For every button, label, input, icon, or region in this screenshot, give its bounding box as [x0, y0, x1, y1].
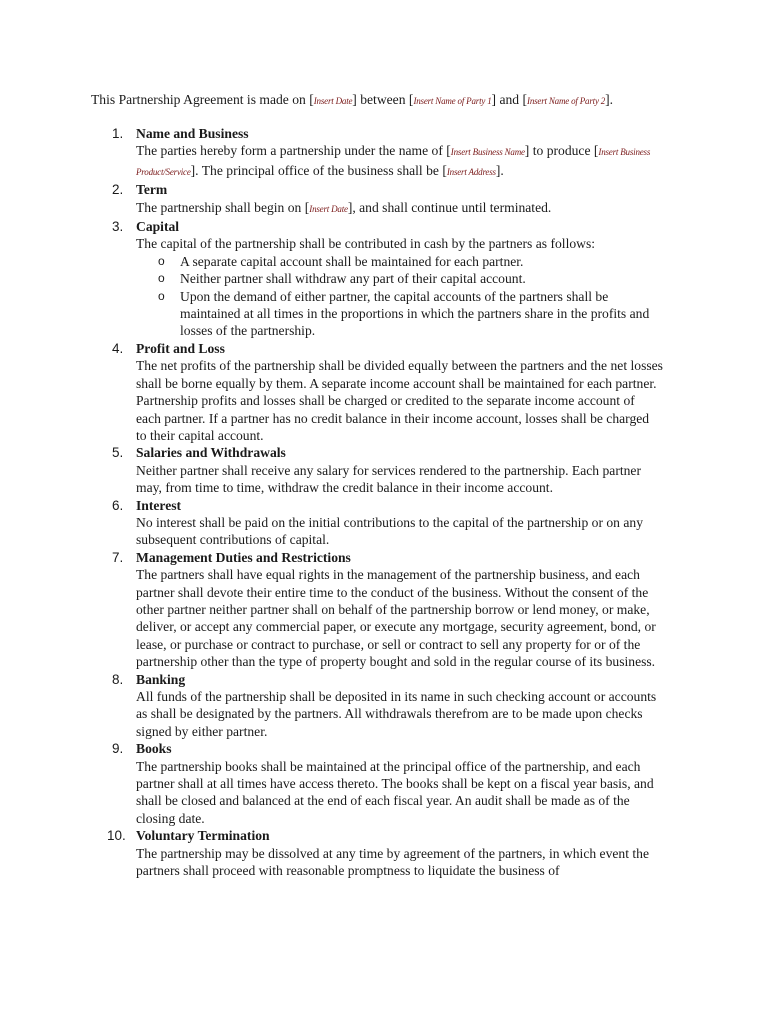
section-name-and-business: [0, 125, 663, 181]
section-body: All funds of the partnership shall be deposited in its name in such checking account or accounts as shall be designated by the partners. All withdrawals therefrom are to be made upon checks signed by either partner.: [136, 689, 657, 739]
section-term: [0, 181, 663, 218]
section-number: 9.: [112, 741, 124, 757]
section-text: ]. The principal office of the business shall be [: [190, 162, 447, 178]
section-heading: Books: [136, 741, 172, 757]
section-body: The partnership may be dissolved at any time by agreement of the partners, in which event the partners shall proceed with reasonable promptness to liquidate the business of: [136, 845, 649, 879]
section-books: [0, 740, 663, 827]
section-number: 3.: [112, 219, 124, 235]
placeholder-business-product: Insert Business Product/Service: [136, 147, 651, 177]
section-text: The parties hereby form a partnership under the name of [: [136, 143, 451, 159]
section-body: The capital of the partnership shall be contributed in cash by the partners as follows:: [136, 236, 596, 252]
section-profit-and-loss: [0, 340, 663, 444]
intro-paragraph: [91, 91, 613, 110]
section-capital: [0, 218, 663, 340]
section-number: 6.: [112, 497, 124, 513]
intro-text-2: ] between [: [352, 92, 414, 107]
section-number: 8.: [112, 671, 124, 687]
list-item: [136, 270, 663, 287]
section-number: 7.: [112, 549, 124, 565]
capital-bullet-list: [136, 253, 663, 340]
section-number: 1.: [112, 126, 124, 141]
placeholder-date: Insert Date: [313, 96, 353, 106]
section-number: 2.: [112, 182, 124, 198]
section-heading: Profit and Loss: [136, 340, 225, 356]
section-heading: Management Duties and Restrictions: [136, 549, 351, 565]
placeholder-party-1: Insert Name of Party 1: [413, 96, 492, 106]
bullet-text: Neither partner shall withdraw any part of their capital account.: [180, 271, 526, 287]
section-body: The partners shall have equal rights in the management of the partnership business, and each partner shall devote their entire time to the conduct of the business. Without the consent of the other partner neither partner shall on behalf of the partnership borrow or lend money, or make, deliver, or accept any commercial paper, or execute any mortgage, security agreement, bond, or lease, or purchase or contract to purchase, or sell or contract to sell any property for or of the partnership other than the type of property bought and sold in the regular course of its business.: [136, 567, 656, 670]
section-heading: Term: [136, 182, 168, 198]
section-heading: Name and Business: [136, 126, 249, 141]
section-body: The partnership books shall be maintained at the principal office of the partnership, and each partner shall at all times have access thereto. The books shall be kept on a fiscal year basis, and shall be closed and balanced at the end of each fiscal year. An audit shall be made as of the closing date.: [136, 758, 654, 826]
placeholder-business-name: Insert Business Name: [450, 147, 525, 158]
section-body: Neither partner shall receive any salary for services rendered to the partnership. Each partner may, from time to time, withdraw the credit balance in their income account.: [136, 462, 641, 496]
placeholder-address: Insert Address: [446, 166, 496, 177]
section-text: The partnership shall begin on [: [136, 199, 310, 215]
bullet-marker: o: [158, 288, 165, 303]
section-text: ].: [495, 162, 504, 178]
list-item: [136, 253, 663, 270]
section-management-duties: [0, 549, 663, 671]
section-body: No interest shall be paid on the initial contributions to the capital of the partnership or on any subsequent contributions of capital.: [136, 514, 643, 548]
section-heading: Salaries and Withdrawals: [136, 445, 286, 461]
section-banking: [0, 671, 663, 741]
bullet-marker: o: [158, 271, 165, 286]
bullet-text: Upon the demand of either partner, the capital accounts of the partners shall be maintained at all times in the proportions in which the partners share in the profits and losses of the partnership.: [180, 288, 650, 339]
section-number: 5.: [112, 445, 124, 461]
placeholder-date: Insert Date: [309, 203, 348, 214]
section-body: The net profits of the partnership shall be divided equally between the partners and the net losses shall be borne equally by them. A separate income account shall be maintained for each partner. Partnership profits and losses shall be charged or credited to the separate income account of each partner. If a partner has no credit balance in their income account, losses shall be charged to their capital account.: [136, 358, 663, 443]
intro-text-4: ].: [605, 92, 614, 107]
section-number: 10.: [107, 828, 126, 844]
section-heading: Voluntary Termination: [136, 828, 270, 844]
placeholder-party-2: Insert Name of Party 2: [527, 96, 606, 106]
bullet-text: A separate capital account shall be maintained for each partner.: [180, 253, 524, 269]
section-heading: Banking: [136, 671, 186, 687]
intro-text-3: ] and [: [491, 92, 528, 107]
section-number: 4.: [112, 340, 124, 356]
intro-text-1: This Partnership Agreement is made on [: [91, 92, 314, 107]
section-heading: Interest: [136, 497, 182, 513]
list-item: [136, 288, 663, 340]
section-heading: Capital: [136, 219, 180, 235]
section-salaries-and-withdrawals: [0, 444, 663, 496]
section-text: ] to produce [: [524, 143, 599, 159]
section-body: [136, 142, 663, 181]
section-interest: [0, 497, 663, 549]
sections-list: [0, 125, 768, 879]
bullet-marker: o: [158, 253, 165, 268]
section-body: [136, 199, 663, 218]
section-text: ], and shall continue until terminated.: [347, 199, 552, 215]
section-voluntary-termination: [0, 827, 663, 879]
